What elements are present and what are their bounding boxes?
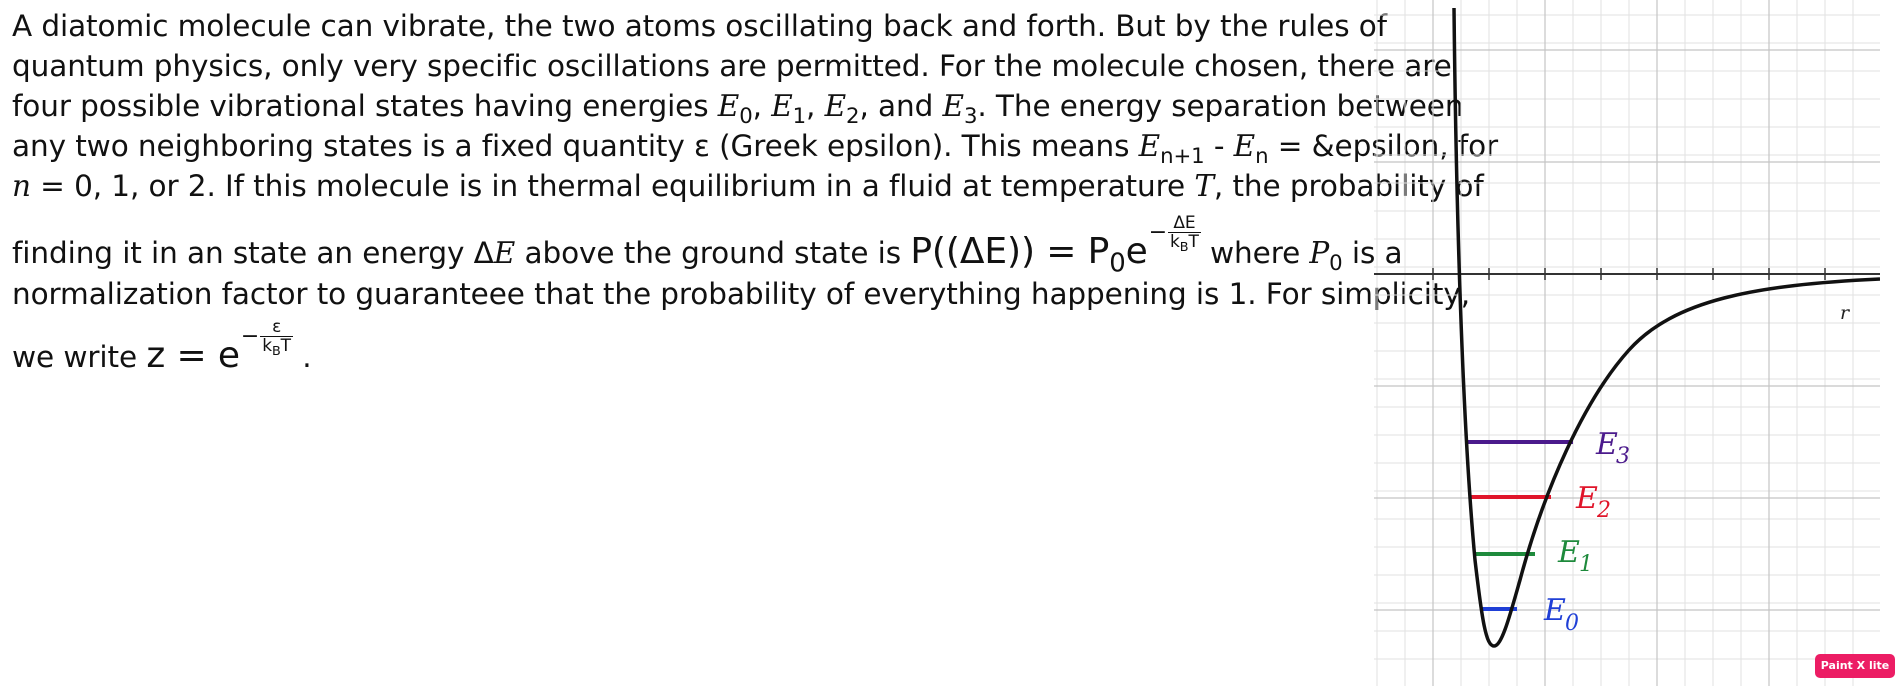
z-equation: z = e (146, 335, 240, 377)
energy-symbol: E (717, 89, 740, 123)
text-span: , the probability of (1213, 169, 1484, 203)
temperature-symbol: T (1194, 169, 1214, 203)
subscript: n+1 (1160, 143, 1205, 169)
text-span: - (1204, 129, 1234, 163)
text-line (12, 86, 1464, 129)
text-span: any two neighboring states is a fixed quantity ε (Greek epsilon). This means (12, 129, 1139, 163)
exponent-fraction (1168, 213, 1201, 256)
level-label-e2 (1575, 481, 1611, 523)
energy-symbol: E (1233, 129, 1256, 163)
level-label-sym: E (1558, 535, 1580, 570)
energy-symbol: E (1138, 129, 1161, 163)
equation-base: e (1125, 231, 1148, 273)
boltzmann-equation (910, 231, 1148, 279)
level-label-sym: E (1596, 427, 1618, 462)
subscript: 0 (1109, 248, 1126, 279)
text-span: is a (1342, 236, 1403, 271)
text-span: = 0, 1, or 2. If this molecule is in thermal equilibrium in a fluid at temperature (30, 169, 1195, 203)
text-span: quantum physics, only very specific oscillations are permitted. For the molecule chosen, there are (12, 49, 1452, 83)
fraction-numerator: ΔE (1168, 214, 1201, 233)
text-span: normalization factor to guaranteee that the probability of everything happening is 1. For simplicity, (12, 277, 1471, 311)
text-span: A diatomic molecule can vibrate, the two atoms oscillating back and forth. But by the rules of (12, 9, 1387, 43)
fraction-numerator: ε (260, 318, 293, 337)
text-line: we write z = e− $\frac{\varepsilon}{k_BT}$ . (12, 317, 312, 377)
energy-symbol: E (942, 89, 964, 123)
text-span: . (292, 340, 312, 375)
text-line (12, 126, 1499, 169)
paint-x-lite-watermark: Paint X lite (1815, 654, 1895, 678)
boltzmann-subscript: B (1179, 240, 1189, 256)
level-label-e1 (1557, 535, 1593, 577)
potential-energy-diagram (1374, 0, 1880, 686)
subscript: 0 (1329, 250, 1343, 276)
potential-curve (1454, 8, 1880, 646)
text-line (12, 166, 1484, 206)
level-label-sym: E (1576, 481, 1598, 516)
subscript: 3 (963, 103, 978, 129)
subscript: 0 (739, 103, 753, 129)
grid-major (1374, 0, 1880, 686)
n-symbol: n (12, 169, 31, 203)
text-span: finding it in an state an energy Δ (12, 236, 494, 271)
text-span: where (1200, 236, 1310, 271)
subscript: 1 (792, 103, 807, 129)
text-span: , (806, 89, 825, 123)
grid-minor (1374, 0, 1880, 686)
text-span: above the ground state is (515, 236, 911, 271)
energy-symbol: E (493, 236, 516, 271)
subscript: n (1255, 143, 1269, 169)
level-label-sym: E (1544, 593, 1566, 628)
level-label-sub: 0 (1565, 611, 1579, 636)
text-span: we write (12, 340, 147, 375)
level-label-e0 (1543, 593, 1579, 636)
text-line (12, 274, 1471, 314)
level-label-sub: 2 (1597, 498, 1611, 523)
level-label-sub: 1 (1579, 552, 1593, 577)
energy-symbol: E (771, 89, 793, 123)
text-line (12, 6, 1387, 46)
fraction-denominator: $k_BT$ (1170, 232, 1199, 256)
energy-symbol: E (824, 89, 847, 123)
text-span: , (752, 89, 772, 123)
problem-text (12, 6, 1499, 380)
fraction-denominator: $k_BT$ (262, 336, 291, 360)
r-axis-label: r (1840, 302, 1850, 324)
p-symbol: P (1309, 236, 1330, 271)
equation-lhs: P((ΔE)) = P (910, 231, 1110, 273)
level-label-sub: 3 (1616, 444, 1630, 469)
text-span: . The energy separation between (977, 89, 1464, 123)
text-span: , and (859, 89, 943, 123)
text-span: four possible vibrational states having energies (12, 89, 718, 123)
text-span: = &epsilon, for (1268, 129, 1499, 163)
text-line (12, 46, 1452, 86)
subscript: 2 (846, 103, 860, 129)
exponent-fraction (260, 317, 293, 360)
text-line: finding it in an state an energy ΔE above the ground state is $P((\Delta E)) = P_0e-$ $\frac{\Delta E}{k_BT}$ where $P_0$ is a (12, 213, 1403, 279)
boltzmann-subscript: B (272, 344, 281, 360)
